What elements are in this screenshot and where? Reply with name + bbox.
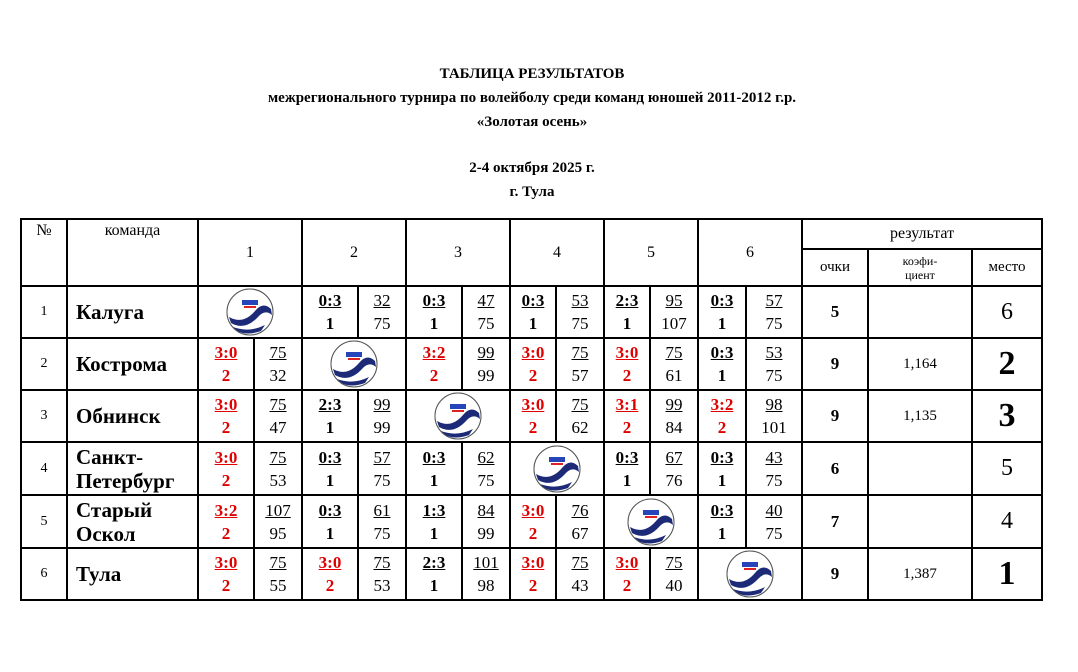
total-points: 9: [802, 390, 868, 442]
set-score: 3:2: [214, 500, 238, 520]
rally-points: [254, 495, 302, 548]
match-score: [406, 548, 462, 600]
match-score: [698, 442, 746, 495]
col-header-opponent-1: 1: [198, 219, 302, 286]
col-header-num: №: [21, 219, 67, 286]
rally-points: [254, 338, 302, 390]
points-conceded: 55: [269, 576, 287, 595]
row-number: 2: [21, 338, 67, 390]
total-points: 9: [802, 548, 868, 600]
match-points: 1: [717, 523, 727, 543]
match-points: 1: [717, 366, 727, 385]
rally-points: [650, 548, 698, 600]
match-score: [302, 548, 358, 600]
match-score: [302, 495, 358, 548]
match-points: 1: [325, 470, 335, 490]
rally-points: [358, 495, 406, 548]
set-score: 3:0: [521, 553, 545, 572]
match-points: 2: [325, 576, 335, 595]
match-points: 1: [325, 418, 335, 437]
points-scored: 75: [269, 395, 287, 414]
set-score: 3:0: [615, 343, 639, 362]
row-number: 1: [21, 286, 67, 338]
tournament-name: «Золотая осень»: [476, 114, 588, 130]
set-score: 0:3: [710, 447, 734, 467]
volleyball-icon: [605, 497, 697, 547]
rally-points: [556, 286, 604, 338]
total-points: 6: [802, 442, 868, 495]
set-score: 3:0: [521, 343, 545, 362]
page-header: [0, 62, 1064, 204]
match-points: 1: [528, 314, 538, 333]
points-conceded: 75: [765, 523, 783, 543]
rally-points: [650, 286, 698, 338]
match-score: [604, 286, 650, 338]
match-score: [510, 548, 556, 600]
match-points: 1: [325, 523, 335, 543]
coefficient: [868, 286, 972, 338]
points-scored: 67: [665, 447, 683, 467]
match-score: [198, 390, 254, 442]
points-scored: 61: [373, 500, 391, 520]
rally-points: [556, 548, 604, 600]
rally-points: [254, 390, 302, 442]
team-name: Калуга: [67, 286, 198, 338]
points-scored: 95: [665, 291, 683, 310]
set-score: 3:0: [521, 500, 545, 520]
results-table: [20, 218, 1043, 601]
points-conceded: 32: [269, 366, 287, 385]
col-header-ochki: очки: [802, 249, 868, 286]
team-name: Тула: [67, 548, 198, 600]
points-conceded: 53: [373, 576, 391, 595]
match-points: 1: [325, 314, 335, 333]
points-conceded: 107: [661, 314, 687, 333]
points-scored: 99: [477, 343, 495, 362]
rally-points: [746, 495, 802, 548]
points-conceded: 62: [571, 418, 589, 437]
set-score: 0:3: [422, 447, 446, 467]
set-score: 0:3: [710, 500, 734, 520]
team-name: Санкт-Петербург: [67, 442, 198, 495]
points-conceded: 43: [571, 576, 589, 595]
self-match-cell: [406, 390, 510, 442]
self-match-cell: [698, 548, 802, 600]
match-score: [698, 390, 746, 442]
set-score: 3:2: [422, 343, 446, 362]
points-conceded: 101: [761, 418, 787, 437]
points-scored: 53: [765, 343, 783, 362]
points-scored: 75: [665, 553, 683, 572]
coefficient: 1,387: [868, 548, 972, 600]
self-match-cell: [302, 338, 406, 390]
points-conceded: 75: [571, 314, 589, 333]
points-scored: 75: [665, 343, 683, 362]
match-points: 2: [528, 366, 538, 385]
points-scored: 99: [373, 395, 391, 414]
match-score: [302, 390, 358, 442]
rally-points: [462, 495, 510, 548]
points-conceded: 75: [373, 314, 391, 333]
match-points: 2: [528, 576, 538, 595]
team-name: Старый Оскол: [67, 495, 198, 548]
match-points: 1: [622, 314, 632, 333]
points-conceded: 99: [477, 523, 495, 543]
coefficient: 1,164: [868, 338, 972, 390]
match-points: 2: [429, 366, 439, 385]
match-score: [604, 390, 650, 442]
points-conceded: 75: [373, 470, 391, 490]
match-score: [198, 548, 254, 600]
points-conceded: 75: [765, 470, 783, 490]
match-score: [604, 338, 650, 390]
match-score: [406, 442, 462, 495]
match-points: 2: [528, 418, 538, 437]
set-score: 3:0: [615, 553, 639, 572]
set-score: 3:0: [318, 553, 342, 572]
tournament-city: г. Тула: [509, 184, 555, 200]
match-points: 1: [429, 470, 439, 490]
match-score: [698, 495, 746, 548]
rally-points: [358, 286, 406, 338]
points-scored: 75: [269, 343, 287, 362]
points-conceded: 61: [665, 366, 683, 385]
points-conceded: 75: [477, 470, 495, 490]
match-points: 1: [622, 470, 632, 490]
match-score: [510, 495, 556, 548]
points-conceded: 75: [765, 366, 783, 385]
match-points: 2: [528, 523, 538, 543]
match-points: 1: [717, 314, 727, 333]
self-match-cell: [604, 495, 698, 548]
match-score: [406, 495, 462, 548]
col-header-team: команда: [67, 219, 198, 286]
points-conceded: 99: [477, 366, 495, 385]
final-place: 2: [972, 338, 1042, 390]
total-points: 5: [802, 286, 868, 338]
match-score: [406, 338, 462, 390]
match-score: [510, 286, 556, 338]
tournament-date: 2-4 октября 2025 г.: [469, 160, 595, 176]
set-score: 3:0: [214, 343, 238, 362]
match-score: [302, 442, 358, 495]
set-score: 3:1: [615, 395, 639, 414]
points-scored: 75: [571, 553, 589, 572]
col-header-koef: [868, 249, 972, 286]
match-score: [198, 338, 254, 390]
rally-points: [358, 442, 406, 495]
table-row: [21, 495, 1042, 548]
final-place: 6: [972, 286, 1042, 338]
rally-points: [746, 390, 802, 442]
rally-points: [358, 390, 406, 442]
set-score: 0:3: [318, 447, 342, 467]
total-points: 9: [802, 338, 868, 390]
set-score: 3:0: [214, 447, 238, 467]
set-score: 2:3: [318, 395, 342, 414]
match-points: 2: [717, 418, 727, 437]
table-row: [21, 286, 1042, 338]
set-score: 0:3: [318, 500, 342, 520]
points-scored: 75: [269, 447, 287, 467]
match-points: 1: [429, 314, 439, 333]
match-score: [302, 286, 358, 338]
match-score: [406, 286, 462, 338]
match-points: 2: [221, 366, 231, 385]
points-conceded: 75: [765, 314, 783, 333]
set-score: 1:3: [422, 500, 446, 520]
match-score: [698, 286, 746, 338]
final-place: 5: [972, 442, 1042, 495]
points-conceded: 98: [477, 576, 495, 595]
match-points: 2: [221, 418, 231, 437]
points-scored: 98: [765, 395, 783, 414]
set-score: 0:3: [422, 291, 446, 310]
match-score: [698, 338, 746, 390]
match-score: [604, 548, 650, 600]
col-header-opponent-5: 5: [604, 219, 698, 286]
points-scored: 53: [571, 291, 589, 310]
team-name: Кострома: [67, 338, 198, 390]
points-conceded: 75: [373, 523, 391, 543]
page-title: ТАБЛИЦА РЕЗУЛЬТАТОВ: [439, 66, 625, 82]
match-points: 1: [717, 470, 727, 490]
points-conceded: 57: [571, 366, 589, 385]
match-points: 1: [429, 523, 439, 543]
set-score: 2:3: [422, 553, 446, 572]
points-scored: 75: [571, 395, 589, 414]
volleyball-icon: [699, 549, 801, 599]
points-conceded: 40: [665, 576, 683, 595]
self-match-cell: [198, 286, 302, 338]
volleyball-icon: [199, 287, 301, 337]
set-score: 0:3: [521, 291, 545, 310]
col-header-koef-line2: циент: [905, 267, 935, 282]
row-number: 4: [21, 442, 67, 495]
rally-points: [746, 442, 802, 495]
points-scored: 84: [477, 500, 495, 520]
points-scored: 57: [373, 447, 391, 467]
row-number: 6: [21, 548, 67, 600]
table-row: [21, 390, 1042, 442]
match-score: [510, 390, 556, 442]
rally-points: [254, 548, 302, 600]
set-score: 3:2: [710, 395, 734, 414]
total-points: 7: [802, 495, 868, 548]
points-scored: 32: [373, 291, 391, 310]
coefficient: [868, 495, 972, 548]
set-score: 0:3: [615, 447, 639, 467]
match-points: 2: [622, 576, 632, 595]
points-scored: 43: [765, 447, 783, 467]
page-subtitle: межрегионального турнира по волейболу среди команд юношей 2011-2012 г.р.: [267, 90, 797, 106]
points-conceded: 67: [571, 523, 589, 543]
rally-points: [462, 286, 510, 338]
match-score: [198, 495, 254, 548]
points-scored: 107: [265, 500, 291, 520]
match-points: 2: [622, 418, 632, 437]
set-score: 3:0: [521, 395, 545, 414]
points-conceded: 99: [373, 418, 391, 437]
match-points: 1: [429, 576, 439, 595]
points-scored: 47: [477, 291, 495, 310]
points-scored: 99: [665, 395, 683, 414]
volleyball-icon: [303, 339, 405, 389]
points-scored: 101: [473, 553, 499, 572]
table-row: [21, 338, 1042, 390]
points-scored: 75: [269, 553, 287, 572]
points-conceded: 75: [477, 314, 495, 333]
rally-points: [462, 548, 510, 600]
col-header-opponent-3: 3: [406, 219, 510, 286]
points-conceded: 76: [665, 470, 683, 490]
points-scored: 75: [373, 553, 391, 572]
row-number: 3: [21, 390, 67, 442]
rally-points: [650, 390, 698, 442]
self-match-cell: [510, 442, 604, 495]
col-header-koef-line1: коэфи-: [902, 253, 938, 268]
table-row: [21, 548, 1042, 600]
volleyball-icon: [407, 391, 509, 441]
points-scored: 57: [765, 291, 783, 310]
rally-points: [556, 390, 604, 442]
set-score: 2:3: [615, 291, 639, 310]
rally-points: [746, 338, 802, 390]
match-points: 2: [221, 523, 231, 543]
rally-points: [462, 442, 510, 495]
match-score: [198, 442, 254, 495]
rally-points: [650, 338, 698, 390]
final-place: 1: [972, 548, 1042, 600]
rally-points: [462, 338, 510, 390]
row-number: 5: [21, 495, 67, 548]
points-conceded: 47: [269, 418, 287, 437]
rally-points: [254, 442, 302, 495]
match-score: [604, 442, 650, 495]
team-name: Обнинск: [67, 390, 198, 442]
rally-points: [650, 442, 698, 495]
set-score: 0:3: [318, 291, 342, 310]
final-place: 3: [972, 390, 1042, 442]
points-conceded: 84: [665, 418, 683, 437]
table-row: [21, 442, 1042, 495]
points-conceded: 53: [269, 470, 287, 490]
col-header-opponent-2: 2: [302, 219, 406, 286]
match-points: 2: [221, 576, 231, 595]
points-scored: 75: [571, 343, 589, 362]
set-score: 0:3: [710, 343, 734, 362]
points-scored: 76: [571, 500, 589, 520]
rally-points: [556, 338, 604, 390]
col-header-mesto: место: [972, 249, 1042, 286]
points-scored: 62: [477, 447, 495, 467]
match-points: 2: [622, 366, 632, 385]
rally-points: [746, 286, 802, 338]
set-score: 3:0: [214, 553, 238, 572]
points-scored: 40: [765, 500, 783, 520]
col-header-opponent-4: 4: [510, 219, 604, 286]
set-score: 3:0: [214, 395, 238, 414]
rally-points: [358, 548, 406, 600]
col-header-result: результат: [802, 219, 1042, 249]
points-conceded: 95: [269, 523, 287, 543]
volleyball-icon: [511, 444, 603, 494]
coefficient: [868, 442, 972, 495]
col-header-opponent-6: 6: [698, 219, 802, 286]
match-points: 2: [221, 470, 231, 490]
rally-points: [556, 495, 604, 548]
match-score: [510, 338, 556, 390]
coefficient: 1,135: [868, 390, 972, 442]
set-score: 0:3: [710, 291, 734, 310]
final-place: 4: [972, 495, 1042, 548]
